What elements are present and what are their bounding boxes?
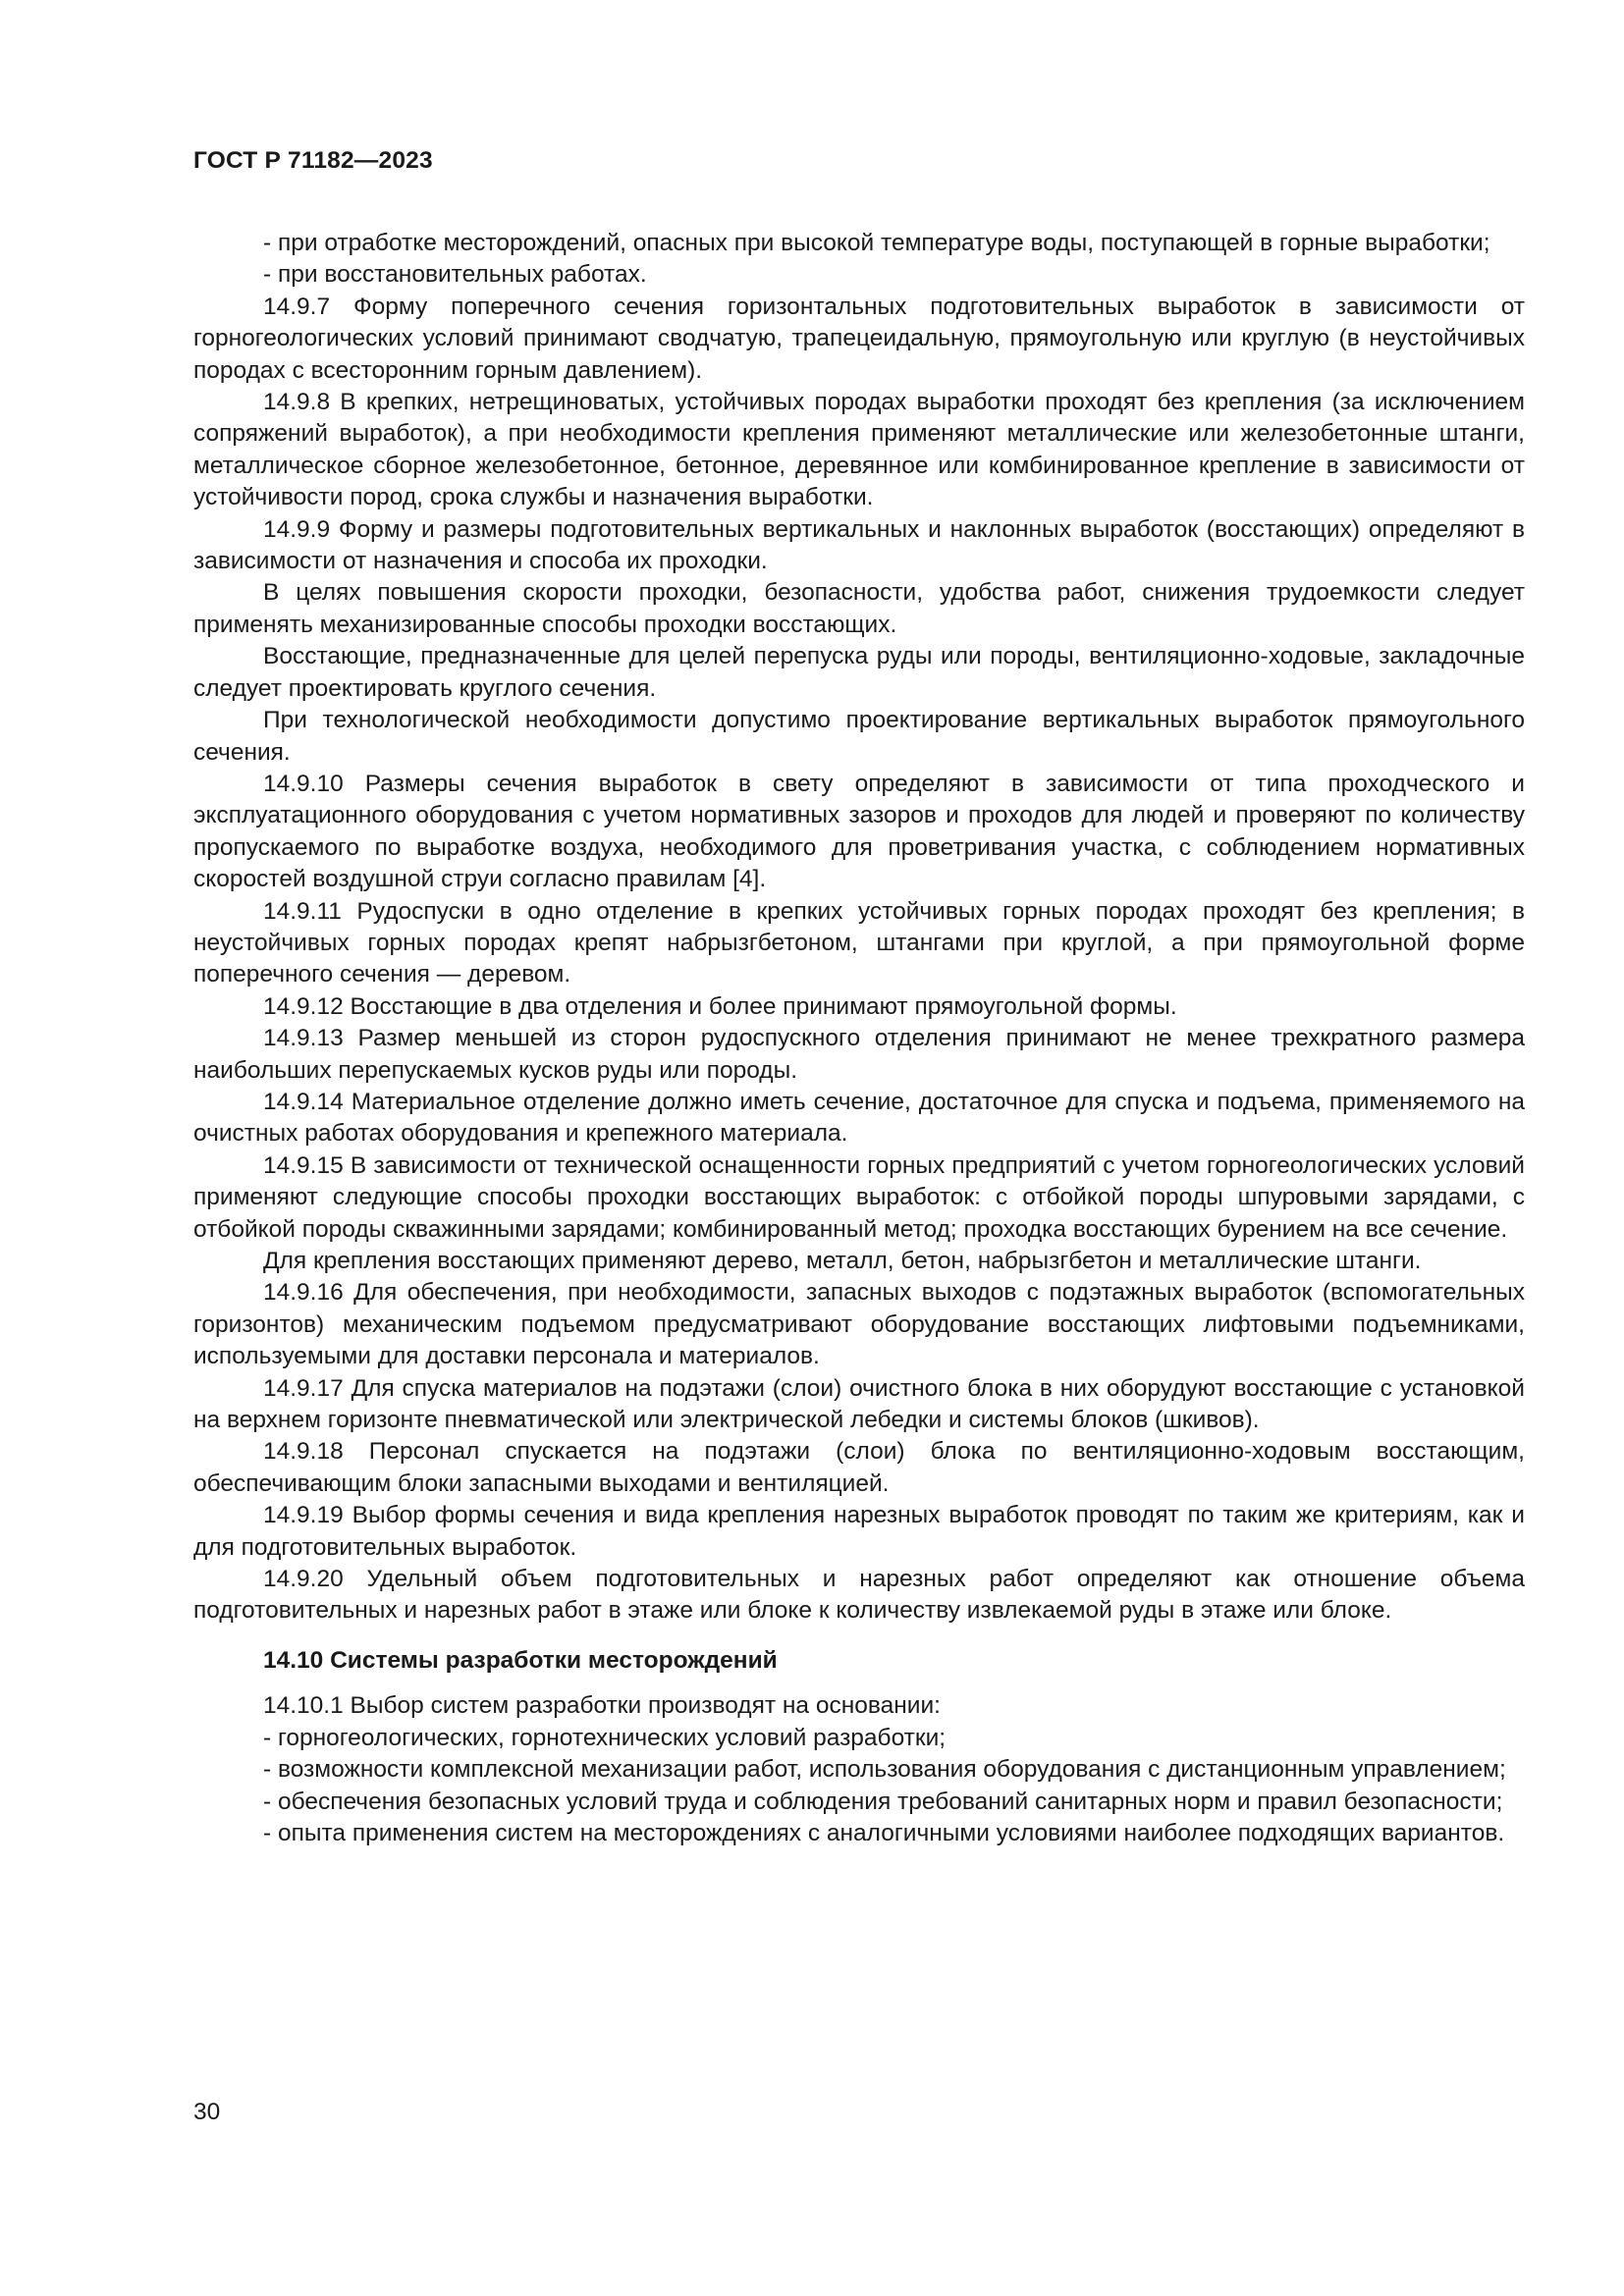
paragraph: 14.9.9 Форму и размеры подготовительных вертикальных и наклонных выработок (восстающих) определяют в зависимости от назначения и способа их проходки. [193, 515, 1525, 575]
page-number: 30 [193, 2099, 221, 2125]
paragraph: 14.9.7 Форму поперечного сечения горизонтальных подготовительных выработок в зависимости от горногеологических условий принимают сводчатую, трапецеидальную, прямоугольную или круглую (в неустойчивых породах с всесторонним горным давлением). [193, 293, 1525, 384]
paragraph: 14.9.20 Удельный объем подготовительных и нарезных работ определяют как отношение объема подготовительных и нарезных работ в этаже или блоке к количеству извлекаемой руды в этаже или блоке. [193, 1566, 1525, 1625]
paragraph: 14.9.14 Материальное отделение должно иметь сечение, достаточное для спуска и подъема, применяемого на очистных работах оборудования и крепежного материала. [193, 1088, 1525, 1148]
paragraph: 14.9.15 В зависимости от технической оснащенности горных предприятий с учетом горногеологических условий применяют следующие способы проходки восстающих выработок: с отбойкой породы шпуровыми зарядами, с отбойкой породы скважинными зарядами; комбинированный метод; проходка восстающих бурением на все сечение. [193, 1151, 1525, 1243]
paragraph: - возможности комплексной механизации работ, использования оборудования с дистанционным управлением; [263, 1756, 1506, 1784]
paragraph: 14.9.16 Для обеспечения, при необходимости, запасных выходов с подэтажных выработок (вспомогательных горизонтов) механическим подъемом предусматривают оборудование восстающих лифтовыми подъемниками, используемыми для доставки персонала и материалов. [193, 1279, 1525, 1370]
paragraph: Восстающие, предназначенные для целей перепуска руды или породы, вентиляционно-ходовые, закладочные следует проектировать круглого сечения. [193, 643, 1525, 702]
document-body [193, 228, 1525, 1849]
paragraph: - при отработке месторождений, опасных при высокой температуре воды, поступающей в горные выработки; [263, 230, 1490, 256]
paragraph: 14.10.1 Выбор систем разработки производят на основании: [263, 1692, 941, 1720]
paragraph: - обеспечения безопасных условий труда и соблюдения требований санитарных норм и правил безопасности; [263, 1788, 1503, 1815]
section-title: 14.10 Системы разработки месторождений [263, 1646, 778, 1674]
paragraph: 14.9.12 Восстающие в два отделения и более принимают прямоугольной формы. [263, 992, 1177, 1020]
paragraph: 14.9.10 Размеры сечения выработок в свету определяют в зависимости от типа проходческого и эксплуатационного оборудования с учетом нормативных зазоров и проходов для людей и проверяют по количеству пропускаемого по выработке воздуха, необходимого для проветривания участка, с соблюдением нормативных скоростей воздушной струи согласно правилам [4]. [193, 770, 1525, 893]
paragraph: 14.9.11 Рудоспуски в одно отделение в крепких устойчивых горных породах проходят без крепления; в неустойчивых горных породах крепят набрызгбетоном, штангами при круглой, а при прямоугольной форме поперечного сечения — деревом. [193, 897, 1525, 988]
paragraph: - горногеологических, горнотехнических условий разработки; [263, 1724, 947, 1751]
paragraph: 14.9.8 В крепких, нетрещиноватых, устойчивых породах выработки проходят без крепления (за исключением сопряжений выработок), а при необходимости крепления применяют металлические или железобетонные штанги, металлическое сборное железобетонное, бетонное, деревянное или комбинированное крепление в зависимости от устойчивости пород, срока службы и назначения выработки. [193, 389, 1525, 511]
paragraph: 14.9.13 Размер меньшей из сторон рудоспускного отделения принимают не менее трехкратного размера наибольших перепускаемых кусков руды или породы. [193, 1025, 1525, 1084]
paragraph: 14.9.17 Для спуска материалов на подэтажи (слои) очистного блока в них оборудуют восстающие с установкой на верхнем горизонте пневматической или электрической лебедки и системы блоков (шкивов). [193, 1374, 1525, 1434]
paragraph: В целях повышения скорости проходки, безопасности, удобства работ, снижения трудоемкости следует применять механизированные способы проходки восстающих. [193, 579, 1525, 638]
paragraph: При технологической необходимости допустимо проектирование вертикальных выработок прямоугольного сечения. [193, 707, 1525, 766]
document-header: ГОСТ Р 71182—2023 [193, 147, 433, 174]
paragraph: - опыта применения систем на месторождениях с аналогичными условиями наиболее подходящих вариантов. [263, 1819, 1505, 1846]
paragraph: 14.9.19 Выбор формы сечения и вида крепления нарезных выработок проводят по таким же критериям, как и для подготовительных выработок. [193, 1502, 1525, 1561]
paragraph: - при восстановительных работах. [263, 261, 647, 289]
paragraph: 14.9.18 Персонал спускается на подэтажи (слои) блока по вентиляционно-ходовым восстающим, обеспечивающим блоки запасными выходами и вентиляцией. [193, 1438, 1525, 1497]
paragraph: Для крепления восстающих применяют дерево, металл, бетон, набрызгбетон и металлические штанги. [263, 1248, 1422, 1274]
